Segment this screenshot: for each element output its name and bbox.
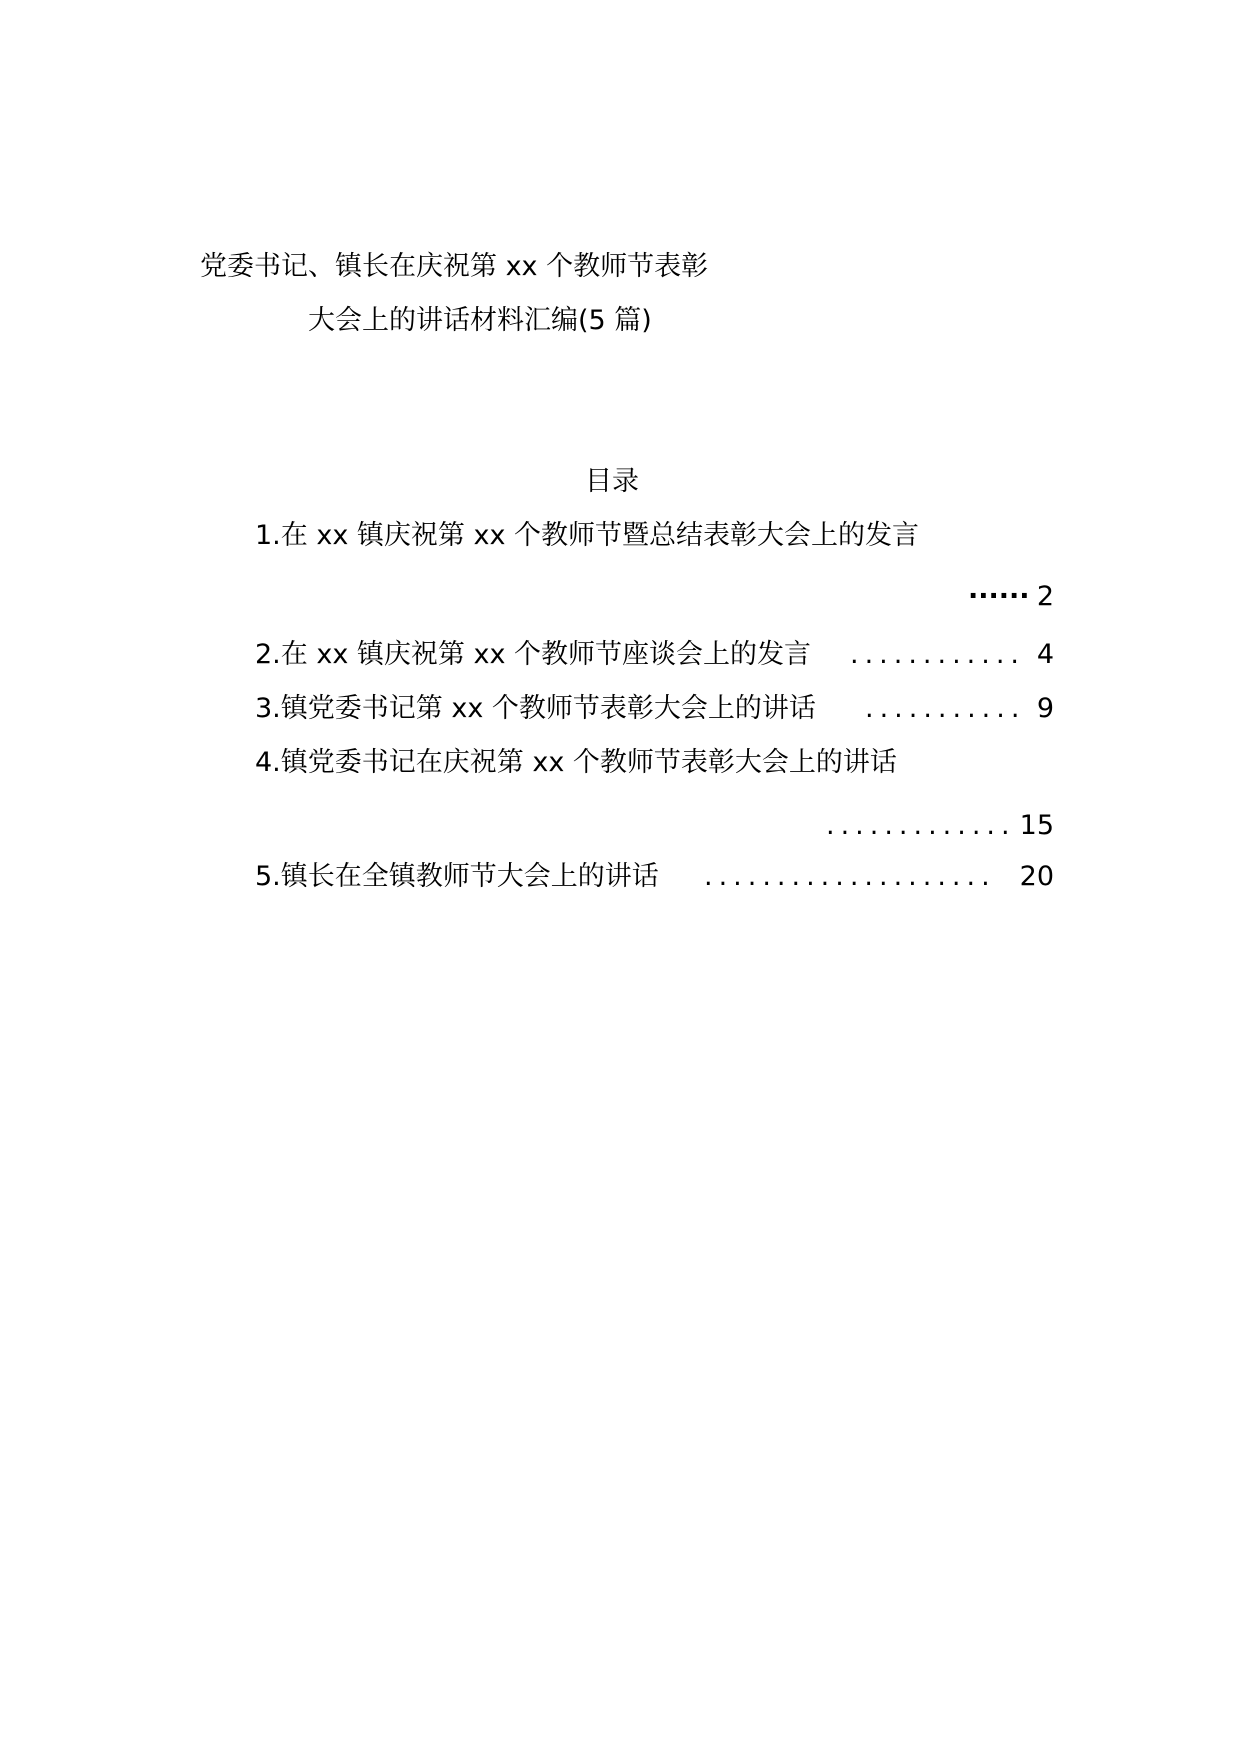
toc-entry-3-text[interactable]: 3.镇党委书记第 xx 个教师节表彰大会上的讲话 xyxy=(255,693,816,724)
toc-entry-1-text[interactable]: 1.在 xx 镇庆祝第 xx 个教师节暨总结表彰大会上的发言 xyxy=(255,520,920,551)
toc-entry-1-page[interactable]: 2 xyxy=(1036,581,1054,612)
toc-heading: 目录 xyxy=(585,466,639,497)
toc-entry-4-text[interactable]: 4.镇党委书记在庆祝第 xx 个教师节表彰大会上的讲话 xyxy=(255,747,897,778)
toc-entry-3-page[interactable]: 9 xyxy=(1036,693,1054,724)
toc-entry-5-page[interactable]: 20 xyxy=(1019,861,1054,892)
toc-entry-4-leader: ............. xyxy=(826,812,1016,839)
document-title-line-2: 大会上的讲话材料汇编(5 篇) xyxy=(308,305,652,336)
document-title-line-1: 党委书记、镇长在庆祝第 xx 个教师节表彰 xyxy=(200,251,709,282)
toc-entry-5-leader: .................... xyxy=(704,863,996,890)
toc-entry-2-page[interactable]: 4 xyxy=(1036,639,1054,670)
toc-entry-2-leader: ............ xyxy=(850,641,1025,668)
toc-entry-4-page[interactable]: 15 xyxy=(1019,810,1054,841)
toc-entry-1-leader: ······ xyxy=(968,583,1030,610)
toc-entry-2-text[interactable]: 2.在 xx 镇庆祝第 xx 个教师节座谈会上的发言 xyxy=(255,639,812,670)
toc-entry-3-leader: ........... xyxy=(865,695,1026,722)
toc-entry-5-text[interactable]: 5.镇长在全镇教师节大会上的讲话 xyxy=(255,861,659,892)
